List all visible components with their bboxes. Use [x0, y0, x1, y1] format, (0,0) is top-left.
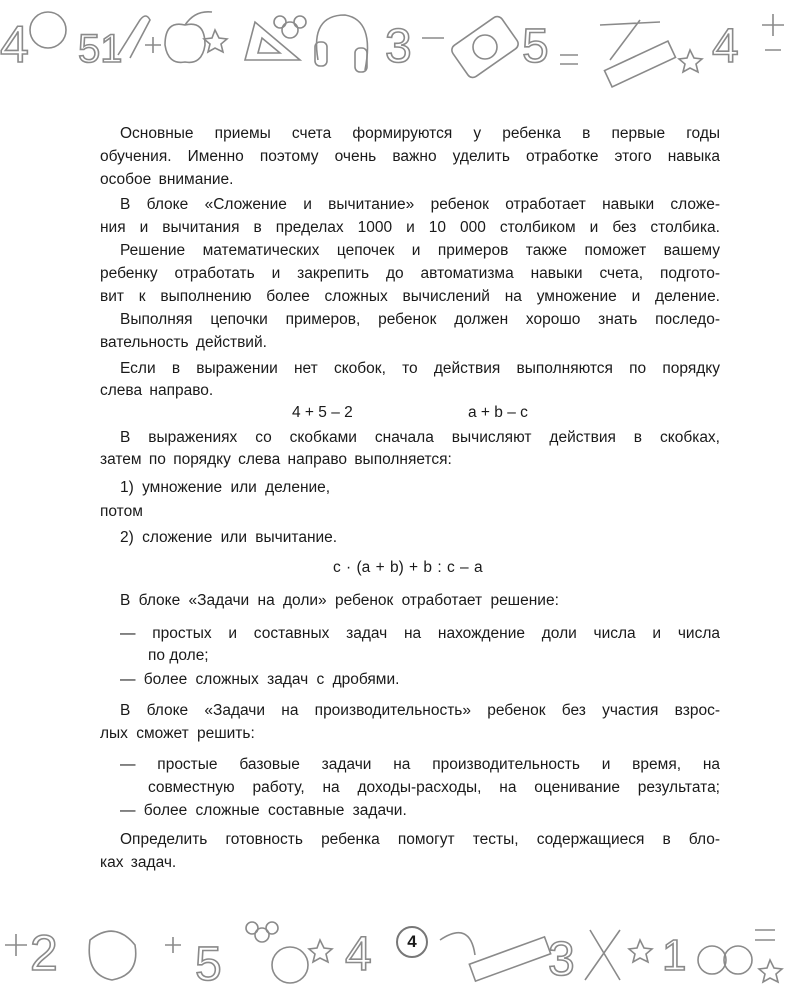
text-line: В выражениях со скобками сначала вычисляют действия в скобках, [120, 429, 720, 446]
formula: c · (a + b) + b : c – a [333, 559, 483, 576]
list-item: — простые базовые задачи на производительность и время, на [120, 756, 720, 773]
text-line: по доле; [148, 647, 209, 664]
svg-text:2: 2 [30, 925, 58, 981]
text-line: затем по порядку слева направо выполняется: [100, 451, 452, 468]
svg-text:1: 1 [662, 931, 687, 980]
text-line: обучения. Именно поэтому очень важно уделить отработке этого навыка [100, 148, 720, 165]
svg-text:4: 4 [712, 20, 739, 73]
formula: a + b – c [468, 404, 528, 421]
text-line: В блоке «Сложение и вычитание» ребенок отработает навыки сложе- [120, 196, 720, 213]
text-line: совместную работу, на доходы-расходы, на оценивание результата; [148, 779, 720, 796]
text-line: В блоке «Задачи на доли» ребенок отработает решение: [120, 592, 559, 609]
text-line: В блоке «Задачи на производительность» ребенок без участия взрос- [120, 702, 720, 719]
text-line: Определить готовность ребенка помогут тесты, содержащиеся в бло- [120, 831, 720, 848]
text-line: лых сможет решить: [100, 725, 255, 742]
svg-text:3: 3 [385, 20, 412, 73]
svg-text:3: 3 [548, 933, 575, 986]
page-number: 4 [396, 926, 428, 958]
list-item: — более сложных задач с дробями. [120, 671, 400, 688]
text-line: вательность действий. [100, 334, 267, 351]
text-line: ках задач. [100, 854, 177, 871]
text-line: вит к выполнению более сложных вычислений на умножение и деление. [100, 288, 720, 305]
text-line: ния и вычитания в пределах 1000 и 10 000 столбиком и без столбика. [100, 219, 720, 236]
list-item: 1) умножение или деление, [120, 479, 331, 496]
text-line: потом [100, 503, 143, 520]
formula: 4 + 5 – 2 [292, 404, 353, 421]
text-line: слева направо. [100, 382, 214, 399]
svg-text:4: 4 [0, 16, 29, 74]
text-line: Основные приемы счета формируются у ребенка в первые годы [120, 125, 720, 142]
text-line: Если в выражении нет скобок, то действия выполняются по порядку [120, 360, 720, 377]
text-line: Решение математических цепочек и примеров также поможет вашему [120, 242, 720, 259]
text-line: ребенку отработать и закрепить до автоматизма навыки счета, подгото- [100, 265, 720, 282]
text-line: Выполняя цепочки примеров, ребенок должен хорошо знать последо- [120, 311, 720, 328]
svg-text:5: 5 [195, 938, 222, 991]
svg-text:51: 51 [78, 27, 123, 71]
svg-text:4: 4 [345, 928, 372, 981]
list-item: — более сложные составные задачи. [120, 802, 407, 819]
list-item: — простых и составных задач на нахождение доли числа и числа [120, 625, 720, 642]
text-line: особое внимание. [100, 171, 234, 188]
header-doodle-border [0, 0, 800, 100]
list-item: 2) сложение или вычитание. [120, 529, 338, 546]
svg-text:5: 5 [522, 20, 549, 73]
